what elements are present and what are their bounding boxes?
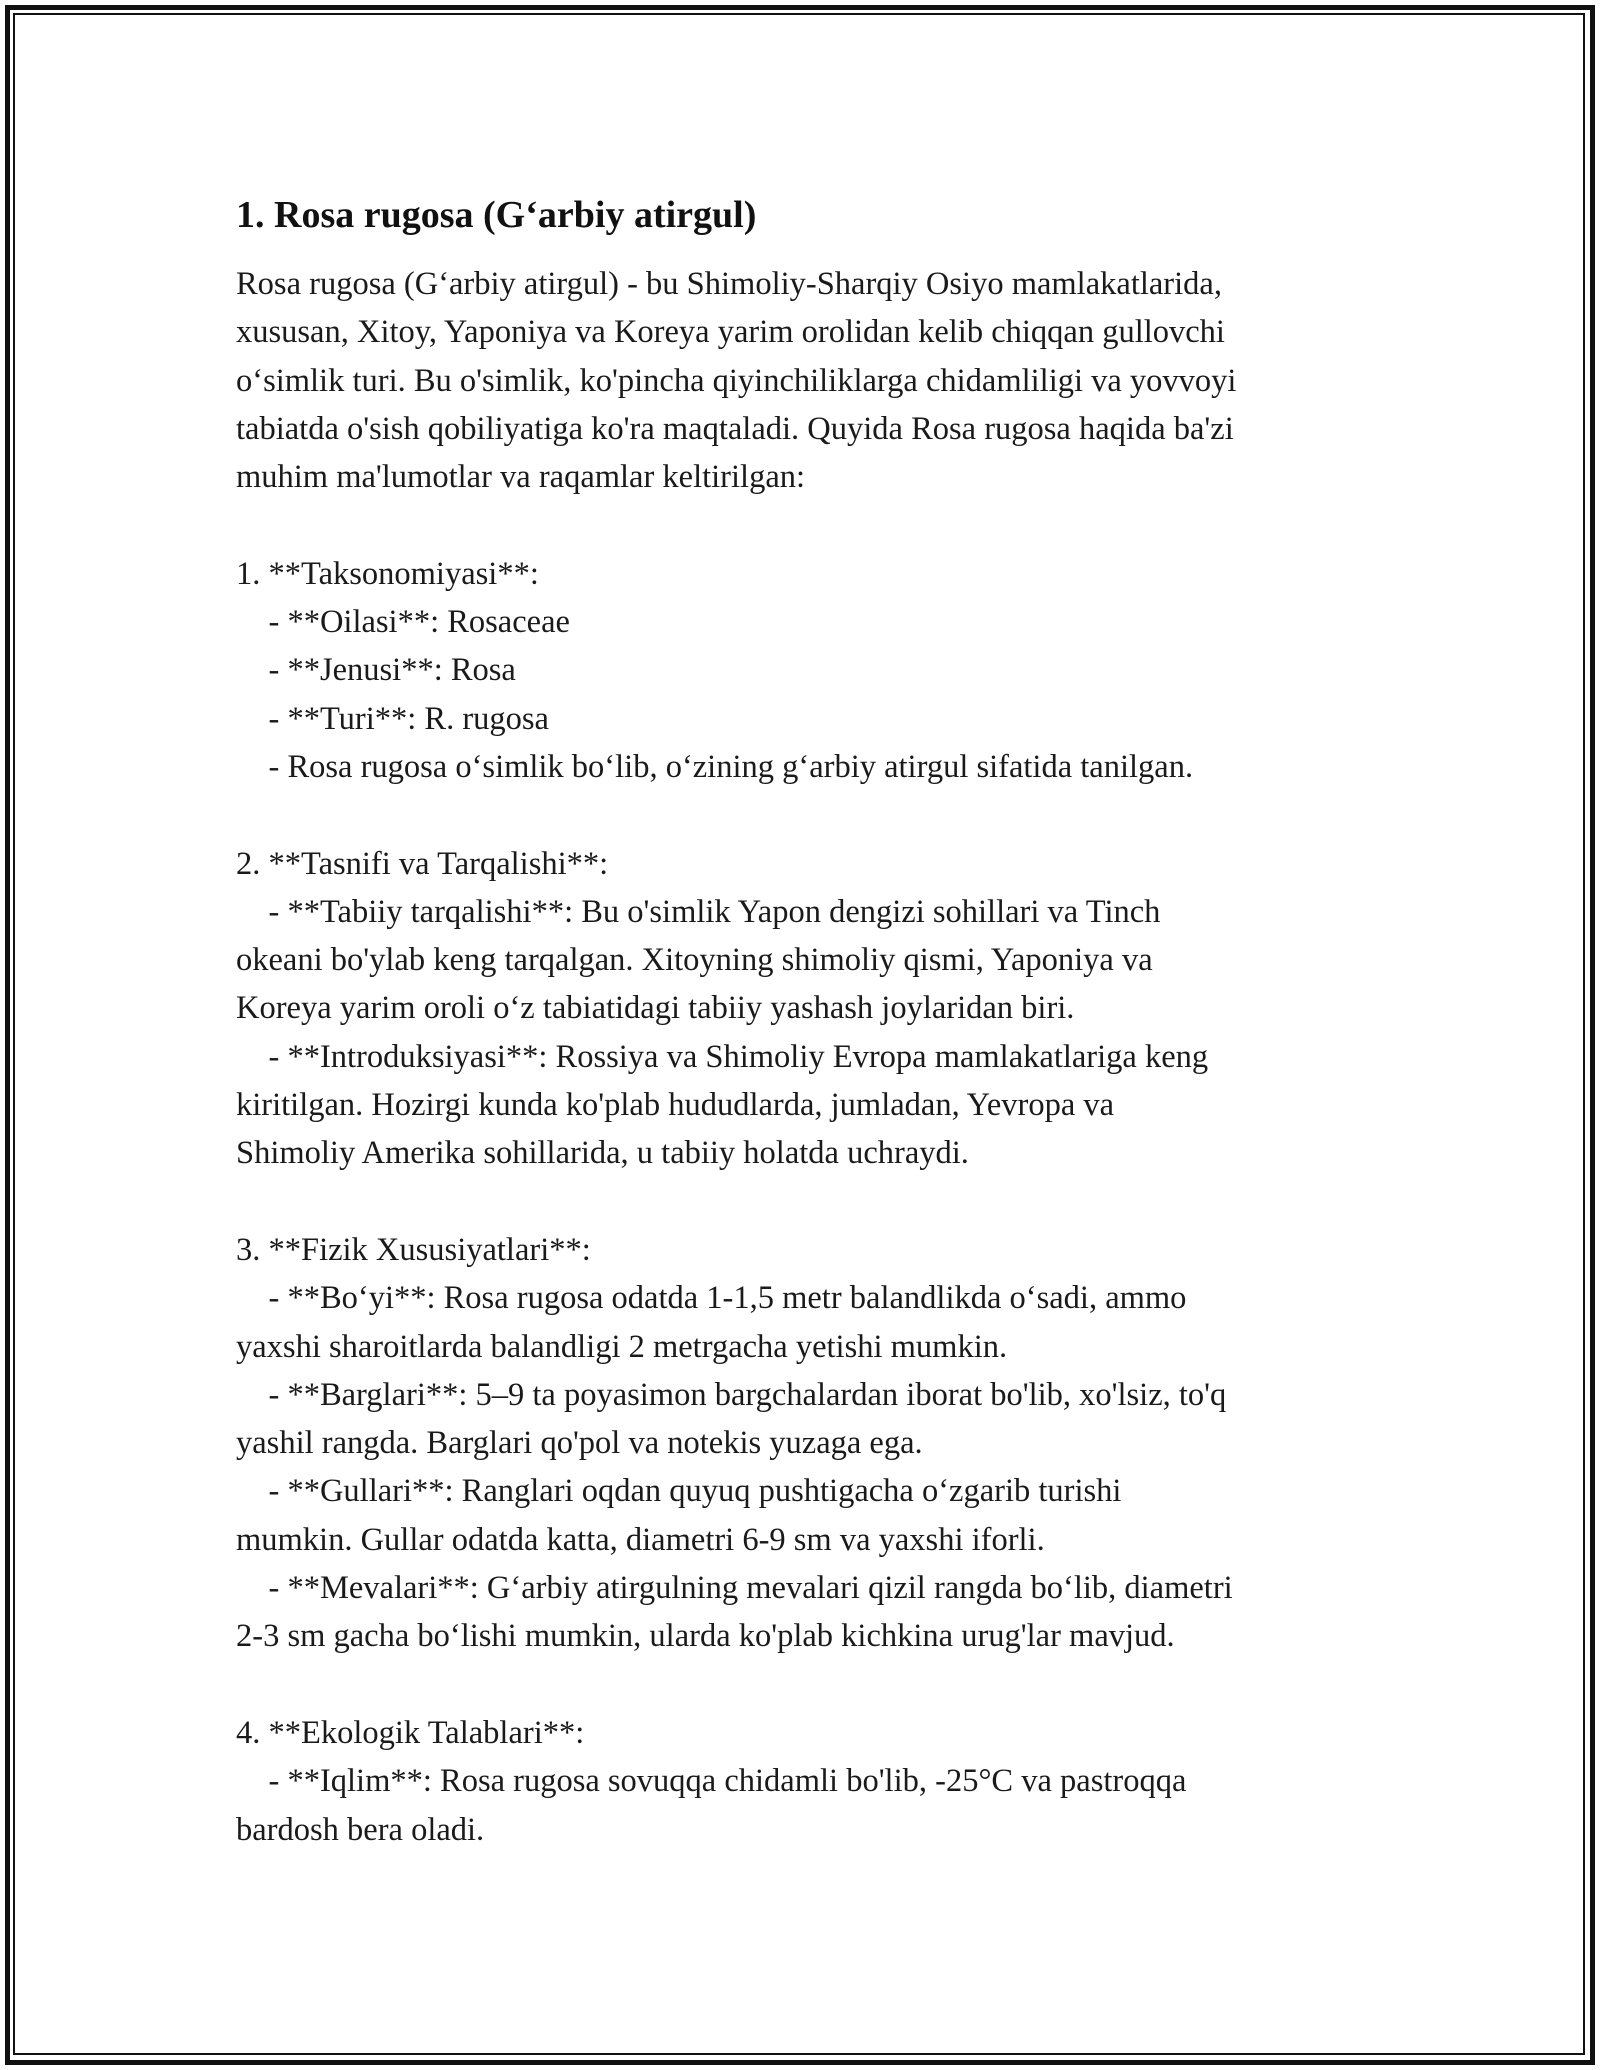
document-title: 1. Rosa rugosa (G‘arbiy atirgul) — [236, 194, 757, 236]
text-line: Koreya yarim oroli o‘z tabiatidagi tabiiy yashash joylaridan biri. — [236, 990, 1075, 1027]
text-line — [236, 1661, 1366, 1709]
text-line: - **Iqlim**: Rosa rugosa sovuqqa chidamli bo'lib, -25°C va pastroqqa — [236, 1763, 1187, 1800]
text-line: Rosa rugosa (G‘arbiy atirgul) - bu Shimoliy-Sharqiy Osiyo mamlakatlarida, — [236, 266, 1222, 302]
text-line: yashil rangda. Barglari qo'pol va notekis yuzaga ega. — [236, 1425, 923, 1462]
text-line: mumkin. Gullar odatda katta, diametri 6-9 sm va yaxshi iforli. — [236, 1521, 1045, 1558]
text-line: - **Turi**: R. rugosa — [236, 700, 549, 737]
text-line: - **Introduksiyasi**: Rossiya va Shimoliy Evropa mamlakatlariga keng — [236, 1038, 1209, 1075]
text-line: - **Gullari**: Ranglari oqdan quyuq pushtigacha o‘zgarib turishi — [236, 1473, 1122, 1510]
text-line: 2. **Tasnifi va Tarqalishi**: — [236, 845, 609, 882]
text-line: - **Jenusi**: Rosa — [236, 652, 516, 689]
text-line: tabiatda o'sish qobiliyatiga ko'ra maqtaladi. Quyida Rosa rugosa haqida ba'zi — [236, 410, 1234, 447]
text-line: 3. **Fizik Xususiyatlari**: — [236, 1231, 591, 1268]
text-line: Shimoliy Amerika sohillarida, u tabiiy holatda uchraydi. — [236, 1135, 969, 1172]
text-line: - Rosa rugosa o‘simlik bo‘lib, o‘zining g‘arbiy atirgul sifatida tanilgan. — [236, 748, 1194, 785]
text-line: - **Mevalari**: G‘arbiy atirgulning mevalari qizil rangda bo‘lib, diametri — [236, 1570, 1233, 1607]
text-line: okeani bo'ylab keng tarqalgan. Xitoyning shimoliy qismi, Yaponiya va — [236, 942, 1153, 979]
text-line: 2-3 sm gacha bo‘lishi mumkin, ularda ko'plab kichkina urug'lar mavjud. — [236, 1618, 1175, 1655]
text-line: o‘simlik turi. Bu o'simlik, ko'pincha qiyinchiliklarga chidamliligi va yovvoyi — [236, 362, 1237, 399]
text-line: - **Bo‘yi**: Rosa rugosa odatda 1-1,5 metr balandlikda o‘sadi, ammo — [236, 1280, 1187, 1317]
document-body — [236, 188, 1366, 1854]
text-line: - **Oilasi**: Rosaceae — [236, 604, 570, 641]
document-text — [236, 260, 1366, 1854]
text-line — [236, 1178, 1366, 1226]
text-line — [236, 791, 1366, 839]
text-line: xususan, Xitoy, Yaponiya va Koreya yarim orolidan kelib chiqqan gullovchi — [236, 314, 1225, 351]
text-line — [236, 501, 1366, 549]
text-line: - **Tabiiy tarqalishi**: Bu o'simlik Yapon dengizi sohillari va Tinch — [236, 893, 1161, 930]
text-line: 4. **Ekologik Talablari**: — [236, 1714, 585, 1751]
text-line: 1. **Taksonomiyasi**: — [236, 555, 539, 592]
text-line: kiritilgan. Hozirgi kunda ko'plab hududlarda, jumladan, Yevropa va — [236, 1087, 1115, 1124]
text-line: muhim ma'lumotlar va raqamlar keltirilgan: — [236, 459, 806, 496]
text-line: - **Barglari**: 5–9 ta poyasimon bargchalardan iborat bo'lib, xo'lsiz, to'q — [236, 1376, 1227, 1413]
text-line: bardosh bera oladi. — [236, 1811, 485, 1848]
text-line: yaxshi sharoitlarda balandligi 2 metrgacha yetishi mumkin. — [236, 1328, 1008, 1365]
